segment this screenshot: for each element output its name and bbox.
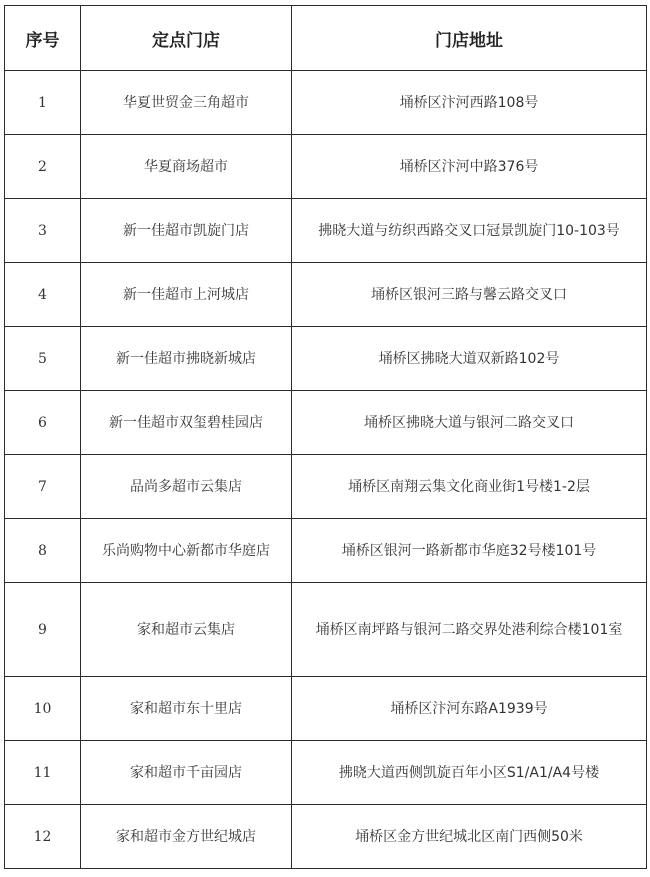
table-row	[5, 71, 647, 135]
table-row	[5, 391, 647, 455]
row-number: 2	[5, 135, 81, 199]
store-address: 埇桥区汴河东路A1939号	[292, 677, 647, 741]
store-name: 家和超市云集店	[81, 583, 292, 677]
header-designated-store: 定点门店	[81, 6, 292, 71]
table-row	[5, 519, 647, 583]
row-number: 4	[5, 263, 81, 327]
table-row	[5, 677, 647, 741]
store-name: 华夏商场超市	[81, 135, 292, 199]
store-address: 埇桥区南坪路与银河二路交界处港利综合楼101室	[292, 583, 647, 677]
row-number: 3	[5, 199, 81, 263]
store-name: 家和超市金方世纪城店	[81, 805, 292, 869]
store-address: 拂晓大道与纺织西路交叉口冠景凯旋门10-103号	[292, 199, 647, 263]
store-name: 乐尚购物中心新都市华庭店	[81, 519, 292, 583]
table-row	[5, 455, 647, 519]
store-address: 拂晓大道西侧凯旋百年小区S1/A1/A4号楼	[292, 741, 647, 805]
store-address: 埇桥区银河三路与馨云路交叉口	[292, 263, 647, 327]
store-name: 家和超市千亩园店	[81, 741, 292, 805]
store-name: 新一佳超市双玺碧桂园店	[81, 391, 292, 455]
table-row	[5, 741, 647, 805]
header-store-address: 门店地址	[292, 6, 647, 71]
store-address: 埇桥区拂晓大道双新路102号	[292, 327, 647, 391]
table-row	[5, 135, 647, 199]
row-number: 9	[5, 583, 81, 677]
row-number: 10	[5, 677, 81, 741]
store-address: 埇桥区金方世纪城北区南门西侧50米	[292, 805, 647, 869]
store-address: 埇桥区拂晓大道与银河二路交叉口	[292, 391, 647, 455]
store-name: 新一佳超市凯旋门店	[81, 199, 292, 263]
table-row	[5, 199, 647, 263]
header-serial-number: 序号	[5, 6, 81, 71]
table-header-row	[5, 6, 647, 71]
table-row	[5, 805, 647, 869]
store-name: 家和超市东十里店	[81, 677, 292, 741]
row-number: 8	[5, 519, 81, 583]
row-number: 5	[5, 327, 81, 391]
store-address: 埇桥区汴河西路108号	[292, 71, 647, 135]
table-row	[5, 263, 647, 327]
row-number: 7	[5, 455, 81, 519]
row-number: 12	[5, 805, 81, 869]
store-address: 埇桥区汴河中路376号	[292, 135, 647, 199]
store-name: 品尚多超市云集店	[81, 455, 292, 519]
store-name: 华夏世贸金三角超市	[81, 71, 292, 135]
table-row	[5, 583, 647, 677]
row-number: 1	[5, 71, 81, 135]
table-row	[5, 327, 647, 391]
store-name: 新一佳超市上河城店	[81, 263, 292, 327]
row-number: 6	[5, 391, 81, 455]
row-number: 11	[5, 741, 81, 805]
store-address: 埇桥区南翔云集文化商业街1号楼1-2层	[292, 455, 647, 519]
store-address: 埇桥区银河一路新都市华庭32号楼101号	[292, 519, 647, 583]
store-name: 新一佳超市拂晓新城店	[81, 327, 292, 391]
store-table	[4, 5, 647, 869]
